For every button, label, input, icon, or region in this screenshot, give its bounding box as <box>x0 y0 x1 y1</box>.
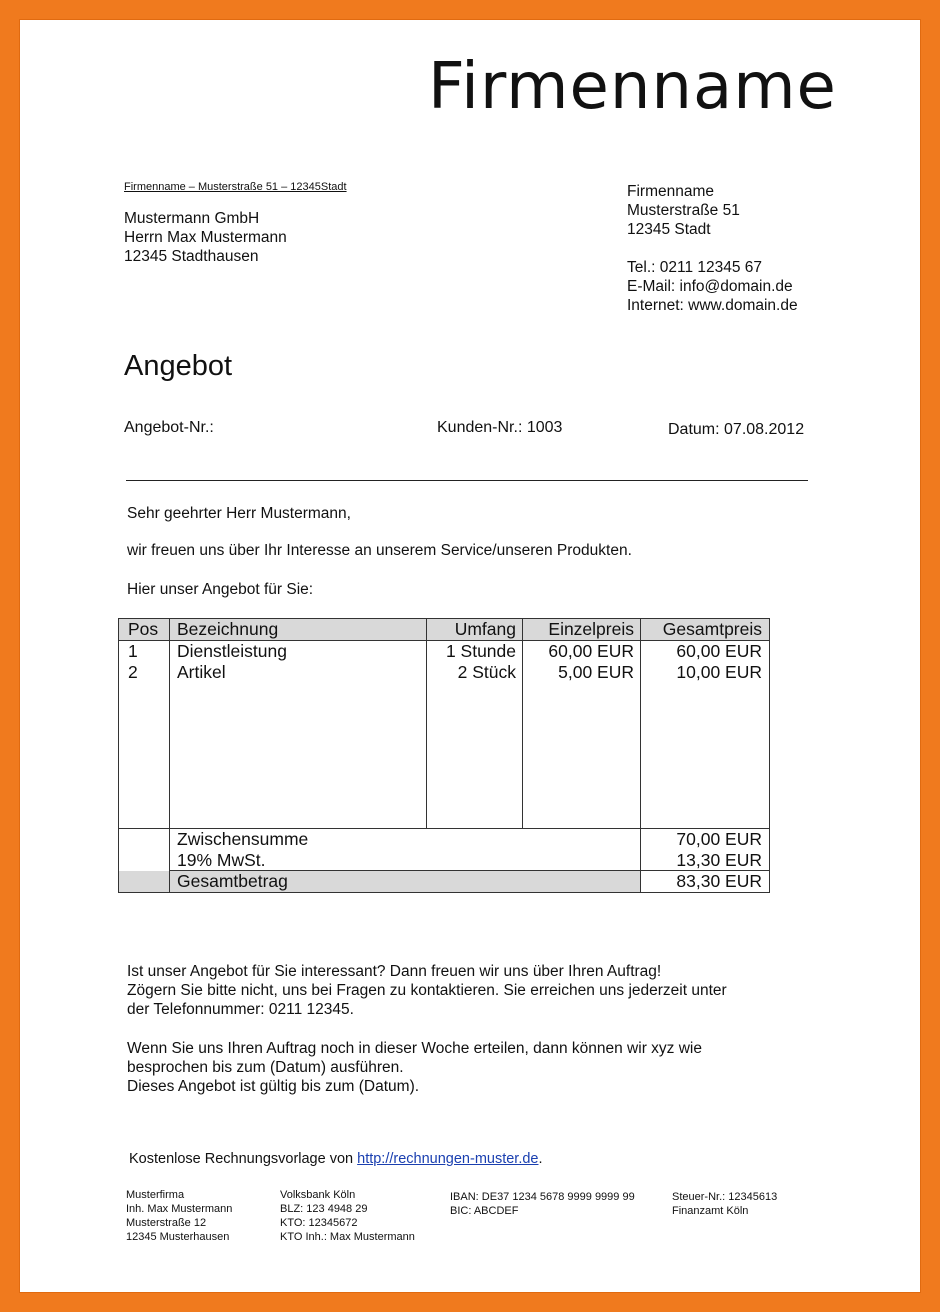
footer-line: BIC: ABCDEF <box>450 1205 519 1217</box>
row-unit-price: 60,00 EUR <box>548 641 634 661</box>
credit-link[interactable]: http://rechnungen-muster.de <box>357 1151 539 1167</box>
footer-line: Volksbank Köln <box>280 1189 356 1201</box>
closing-paragraph-1 <box>127 962 727 1019</box>
company-street: Musterstraße 51 <box>627 202 740 219</box>
closing-paragraph-2 <box>127 1039 702 1096</box>
grand-total-value: 83,30 EUR <box>676 871 762 891</box>
table-border <box>118 618 119 893</box>
recipient-line: Herrn Max Mustermann <box>124 229 287 246</box>
contact-website: Internet: www.domain.de <box>627 297 798 314</box>
footer-line: KTO Inh.: Max Mustermann <box>280 1231 415 1243</box>
footer-line: KTO: 12345672 <box>280 1217 358 1229</box>
sender-return-line: Firmenname – Musterstraße 51 – 12345Stadt <box>124 181 347 193</box>
row-unit-price: 5,00 EUR <box>558 662 634 682</box>
company-name: Firmenname <box>627 183 714 200</box>
footer-tax <box>672 1190 777 1218</box>
grand-total-label: Gesamtbetrag <box>177 871 288 891</box>
template-credit <box>129 1151 543 1167</box>
footer-line: IBAN: DE37 1234 5678 9999 9999 99 <box>450 1191 635 1203</box>
salutation: Sehr geehrter Herr Mustermann, <box>127 505 351 522</box>
footer-bank <box>280 1188 415 1244</box>
contact-email: E-Mail: info@domain.de <box>627 278 793 295</box>
company-address <box>627 182 740 239</box>
vat-label: 19% MwSt. <box>177 850 266 870</box>
recipient-address <box>124 209 287 266</box>
footer-line: Steuer-Nr.: 12345613 <box>672 1191 778 1203</box>
header-description: Bezeichnung <box>177 619 279 639</box>
footer-line: Finanzamt Köln <box>672 1205 749 1217</box>
row-pos: 2 <box>128 662 138 682</box>
row-description: Artikel <box>177 662 226 682</box>
document-title: Angebot <box>124 350 233 382</box>
header-pos: Pos <box>128 619 159 639</box>
customer-number: Kunden-Nr.: 1003 <box>437 419 563 436</box>
document-date: Datum: 07.08.2012 <box>668 421 805 438</box>
divider-line <box>126 480 808 481</box>
contact-info <box>627 258 798 315</box>
footer-line: BLZ: 123 4948 29 <box>280 1203 368 1215</box>
subtotal-value: 70,00 EUR <box>676 829 762 849</box>
subtotal-label: Zwischensumme <box>177 829 309 849</box>
row-pos: 1 <box>128 641 138 661</box>
closing-line: besprochen bis zum (Datum) ausführen. <box>127 1059 404 1076</box>
closing-line: Ist unser Angebot für Sie interessant? Dann freuen wir uns über Ihren Auftrag! <box>127 963 662 980</box>
row-quantity: 1 Stunde <box>445 641 516 661</box>
footer-line: Inh. Max Mustermann <box>126 1203 233 1215</box>
header-unit-price: Einzelpreis <box>548 619 634 639</box>
closing-line: Dieses Angebot ist gültig bis zum (Datum). <box>127 1078 420 1095</box>
offer-intro: Hier unser Angebot für Sie: <box>127 581 314 598</box>
header-quantity: Umfang <box>454 619 516 639</box>
footer-iban <box>450 1190 635 1218</box>
footer-line: 12345 Musterhausen <box>126 1231 230 1243</box>
table-border <box>169 618 170 893</box>
row-total-price: 60,00 EUR <box>676 641 762 661</box>
table-border <box>426 618 427 829</box>
table-border <box>640 618 641 893</box>
closing-line: Zögern Sie bitte nicht, uns bei Fragen zu kontaktieren. Sie erreichen uns jederzeit unter <box>127 982 727 999</box>
company-city: 12345 Stadt <box>627 221 711 238</box>
closing-line: der Telefonnummer: 0211 12345. <box>127 1001 354 1018</box>
table-border <box>118 892 770 893</box>
footer-company <box>126 1188 232 1244</box>
table-border <box>522 618 523 829</box>
intro-text: wir freuen uns über Ihr Interesse an unserem Service/unseren Produkten. <box>127 542 632 559</box>
vat-value: 13,30 EUR <box>676 850 762 870</box>
document-page <box>20 20 920 1292</box>
credit-prefix: Kostenlose Rechnungsvorlage von <box>129 1151 358 1167</box>
items-table <box>118 618 770 893</box>
credit-suffix: . <box>538 1151 543 1167</box>
company-title: Firmenname <box>428 50 837 124</box>
closing-line: Wenn Sie uns Ihren Auftrag noch in dieser Woche erteilen, dann können wir xyz wie <box>127 1040 702 1057</box>
offer-number: Angebot-Nr.: <box>124 419 214 436</box>
footer-line: Musterfirma <box>126 1189 185 1201</box>
footer-line: Musterstraße 12 <box>126 1217 207 1229</box>
table-border <box>769 618 770 893</box>
header-total-price: Gesamtpreis <box>662 619 762 639</box>
recipient-line: Mustermann GmbH <box>124 210 260 227</box>
row-total-price: 10,00 EUR <box>676 662 762 682</box>
row-description: Dienstleistung <box>177 641 287 661</box>
recipient-line: 12345 Stadthausen <box>124 248 259 265</box>
row-quantity: 2 Stück <box>457 662 516 682</box>
contact-phone: Tel.: 0211 12345 67 <box>627 259 763 276</box>
